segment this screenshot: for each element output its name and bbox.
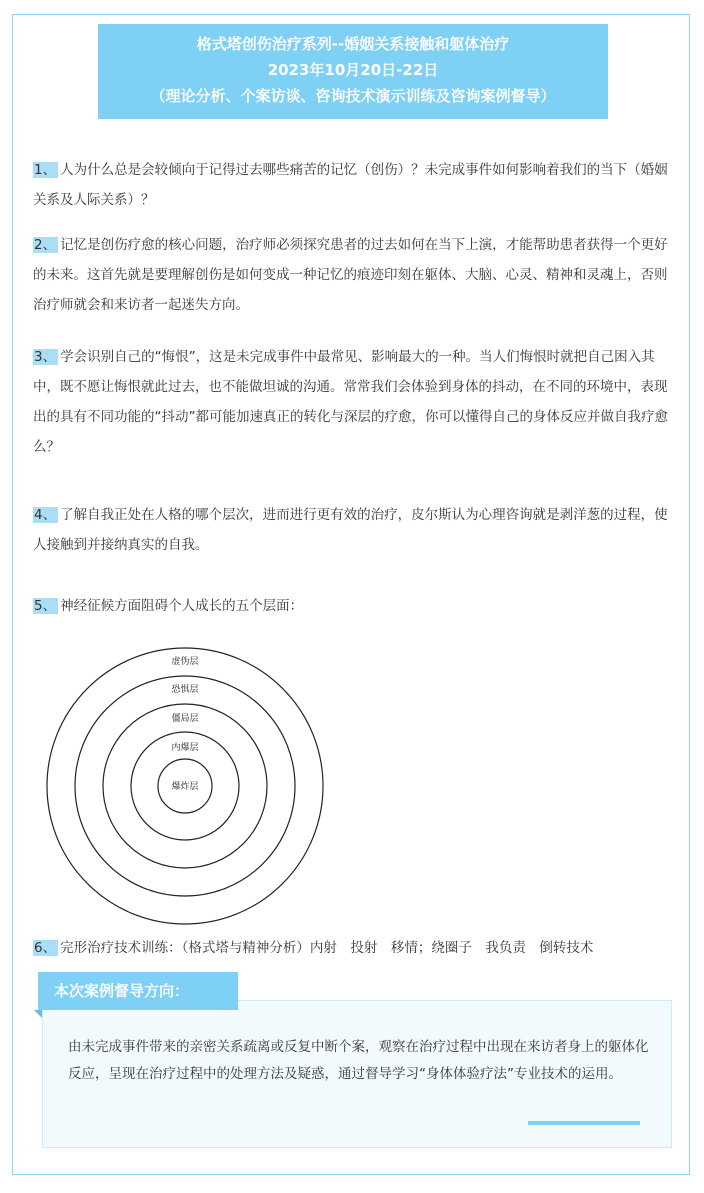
item-number: 2、 xyxy=(34,237,57,253)
five-layers-diagram xyxy=(44,645,326,927)
item-text: 人为什么总是会较倾向于记得过去哪些痛苦的记忆（创伤）？未完成事件如何影响着我们的当下（婚姻关系及人际关系）？ xyxy=(33,162,668,208)
course-date: 2023年10月20日-22日 xyxy=(267,61,439,79)
item-text: 了解自我正处在人格的哪个层次，进而进行更有效的治疗，皮尔斯认为心理咨询就是剥洋葱的过程，使人接触到并接纳真实的自我。 xyxy=(33,507,668,553)
title-banner xyxy=(98,24,608,119)
item-number: 1、 xyxy=(34,162,57,178)
course-title: 格式塔创伤治疗系列--婚姻关系接触和躯体治疗 xyxy=(196,35,510,53)
tag-fold xyxy=(34,1010,42,1018)
item-6 xyxy=(33,933,673,963)
course-subtitle: （理论分析、个案访谈、咨询技术演示训练及咨询案例督导） xyxy=(150,87,556,105)
item-text: 神经征候方面阻碍个人成长的五个层面： xyxy=(60,598,304,614)
layer-label-3: 僵局层 xyxy=(171,714,199,724)
item-2 xyxy=(33,230,673,320)
layer-label-4: 内爆层 xyxy=(171,743,199,753)
item-1 xyxy=(33,155,673,215)
item-number: 3、 xyxy=(34,349,57,365)
supervision-title: 本次案例督导方向： xyxy=(38,972,238,1010)
item-number: 4、 xyxy=(34,507,57,523)
item-number: 5、 xyxy=(34,598,57,614)
supervision-text: 由未完成事件带来的亲密关系疏离或反复中断个案，观察在治疗过程中出现在来访者身上的躯体化反应，呈现在治疗过程中的处理方法及疑惑，通过督导学习“身体体验疗法”专业技术的运用。 xyxy=(68,1039,649,1082)
layer-label-2: 恐惧层 xyxy=(171,685,199,695)
item-5 xyxy=(33,591,673,621)
layer-label-1: 虚伪层 xyxy=(171,657,199,667)
layer-label-5: 爆炸层 xyxy=(171,782,199,792)
item-4 xyxy=(33,500,673,560)
item-text: 记忆是创伤疗愈的核心问题，治疗师必须探究患者的过去如何在当下上演，才能帮助患者获得一个更好的未来。这首先就是要理解创伤是如何变成一种记忆的痕迹印刻在躯体、大脑、心灵、精神和灵魂上，否则治疗师就会和来访者一起迷失方向。 xyxy=(33,237,668,313)
item-text: 学会识别自己的“悔恨”，这是未完成事件中最常见、影响最大的一种。当人们悔恨时就把自己困入其中，既不愿让悔恨就此过去，也不能做坦诚的沟通。常常我们会体验到身体的抖动，在不同的环境中，表现出的具有不同功能的“抖动”都可能加速真正的转化与深层的疗愈，你可以懂得自己的身体反应并做自我疗愈么？ xyxy=(33,349,668,455)
item-number: 6、 xyxy=(34,940,57,956)
item-text: 完形治疗技术训练：（格式塔与精神分析）内射 投射 移情；绕圈子 我负责 倒转技术 xyxy=(60,940,594,956)
item-3 xyxy=(33,342,673,462)
card-accent-bar xyxy=(528,1121,640,1125)
